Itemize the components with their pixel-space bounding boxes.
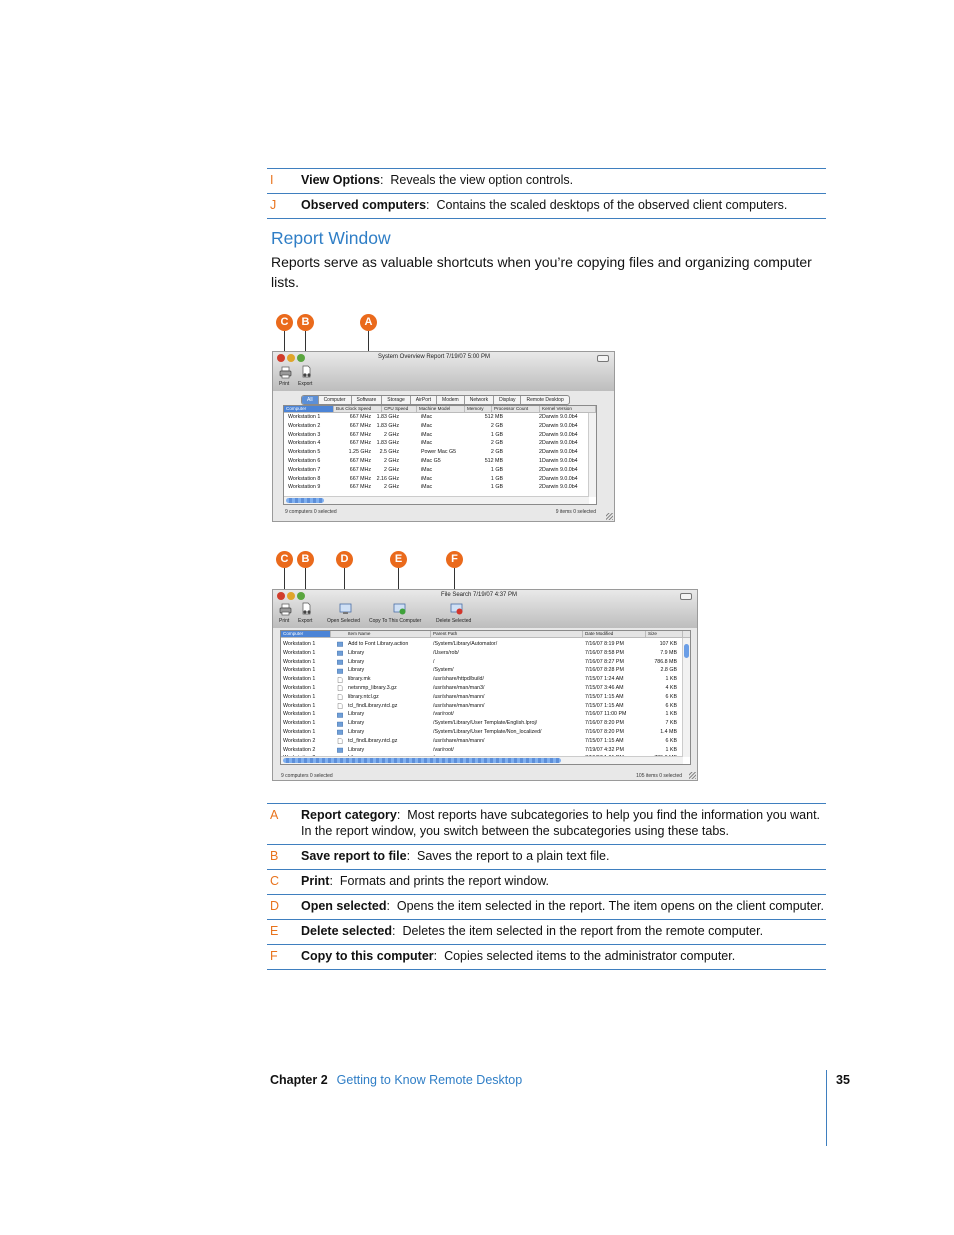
table-cell: Darwin 9.0.0b4 bbox=[542, 440, 578, 447]
definition-row: I View Options: Reveals the view option controls. bbox=[267, 168, 826, 193]
table-cell: 667 MHz bbox=[349, 422, 371, 429]
table-cell: Workstation 1 bbox=[283, 658, 316, 665]
section-intro: Reports serve as valuable shortcuts when you’re copying files and organizing computer lists. bbox=[271, 254, 812, 290]
definition-term: Observed computers bbox=[301, 198, 427, 212]
callout-a: A bbox=[360, 314, 377, 331]
column-header-date-modified[interactable]: Date Modified bbox=[583, 631, 646, 637]
table-row[interactable] bbox=[281, 728, 683, 737]
callout-b: B bbox=[297, 314, 314, 331]
table-cell: Library bbox=[348, 649, 365, 656]
table-cell: Workstation 1 bbox=[283, 720, 316, 727]
table-cell: 1 KB bbox=[665, 746, 677, 753]
table-cell: 7/16/07 8:28 PM bbox=[585, 667, 624, 674]
folder-icon bbox=[337, 641, 343, 647]
table-cell: Workstation 1 bbox=[283, 667, 316, 674]
table-cell: Darwin 9.0.0b4 bbox=[542, 458, 578, 464]
table-cell: 512 MB bbox=[484, 414, 503, 420]
callout-c: C bbox=[276, 314, 293, 331]
tab-all[interactable]: All bbox=[302, 396, 319, 404]
table-cell: 1.83 GHz bbox=[376, 422, 399, 429]
table-cell: Library bbox=[348, 720, 365, 727]
table-cell: 7/19/07 4:32 PM bbox=[585, 746, 624, 753]
table-cell: 7/16/07 11:00 PM bbox=[585, 711, 627, 718]
table-cell: Workstation 3 bbox=[288, 431, 321, 438]
table-cell: 7/15/07 3:46 AM bbox=[585, 685, 624, 691]
table-row[interactable] bbox=[281, 746, 683, 755]
definition-desc: Opens the item selected in the report. The item opens on the client computer. bbox=[396, 899, 824, 913]
copy-to-computer-label: Copy To This Computer bbox=[369, 618, 422, 624]
table-row[interactable] bbox=[284, 448, 589, 457]
table-cell: Power Mac G5 bbox=[421, 449, 457, 456]
table-cell: Workstation 1 bbox=[283, 693, 316, 700]
table-row[interactable] bbox=[284, 431, 589, 440]
table-cell: 7 KB bbox=[665, 720, 677, 727]
export-icon[interactable] bbox=[300, 602, 313, 615]
minimize-button[interactable] bbox=[287, 592, 295, 600]
table-cell: /System/Library/Automator/ bbox=[433, 641, 498, 647]
table-cell: 2 bbox=[539, 414, 542, 420]
horizontal-scrollbar[interactable] bbox=[284, 496, 589, 504]
table-cell: /System/Library/User Template/English.lproj/ bbox=[433, 720, 538, 727]
table-cell: tcl_findLibrary.ntcl.gz bbox=[348, 702, 398, 709]
definition-row: A Report category: Most reports have subcategories to help you find the information you want. In the report window, you switch between the subcategories using these tabs. bbox=[267, 803, 826, 844]
table-cell: Library bbox=[348, 746, 365, 753]
table-cell: 2 GHz bbox=[383, 431, 399, 438]
window-title: System Overview Report 7/19/07 5:00 PM bbox=[378, 354, 491, 360]
column-header-item-name[interactable]: Item Name bbox=[346, 631, 431, 637]
table-cell: /usr/share/httpd/build/ bbox=[433, 676, 484, 683]
table-cell: iMac bbox=[421, 414, 433, 420]
table-row[interactable] bbox=[281, 719, 683, 728]
table-cell: 1.83 GHz bbox=[376, 414, 399, 420]
print-label: Print bbox=[279, 618, 290, 624]
table-row[interactable] bbox=[281, 702, 683, 711]
delete-selected-icon[interactable] bbox=[450, 602, 463, 615]
tab-storage[interactable]: Storage bbox=[382, 396, 411, 404]
table-cell: Workstation 5 bbox=[288, 449, 321, 456]
table-cell: iMac bbox=[421, 484, 433, 491]
table-row[interactable] bbox=[284, 457, 589, 466]
table-cell: 6 KB bbox=[665, 693, 677, 700]
definition-desc: Reveals the view option controls. bbox=[390, 173, 574, 187]
table-cell: netsnmp_library.3.gz bbox=[348, 685, 397, 691]
open-selected-icon[interactable] bbox=[339, 602, 352, 615]
table-cell: Darwin 9.0.0b4 bbox=[542, 414, 578, 420]
definition-desc: Formats and prints the report window. bbox=[339, 874, 550, 888]
table-cell: 2.8 GB bbox=[660, 667, 677, 674]
status-right: 105 items 0 selected bbox=[636, 773, 682, 779]
definition-row: B Save report to file: Saves the report to a plain text file. bbox=[267, 844, 826, 869]
tab-remote-desktop[interactable]: Remote Desktop bbox=[526, 397, 564, 403]
table-cell: /usr/share/man/mann/ bbox=[433, 693, 485, 700]
table-cell: / bbox=[433, 658, 435, 665]
table-cell: 667 MHz bbox=[349, 440, 371, 447]
table-row[interactable] bbox=[284, 483, 589, 492]
table-cell: Workstation 1 bbox=[283, 685, 316, 691]
toolbar-toggle-button[interactable] bbox=[597, 355, 609, 362]
horizontal-scrollbar[interactable] bbox=[281, 756, 683, 764]
table-cell: Workstation 2 bbox=[288, 422, 321, 429]
definition-desc: Saves the report to a plain text file. bbox=[417, 849, 610, 863]
table-cell: 7/16/07 8:20 PM bbox=[585, 720, 624, 727]
table-cell: Library bbox=[348, 658, 365, 665]
callout-f: F bbox=[446, 551, 463, 568]
callout-c: C bbox=[276, 551, 293, 568]
zoom-button[interactable] bbox=[297, 354, 305, 362]
document-icon bbox=[337, 703, 343, 709]
table-cell: Workstation 7 bbox=[288, 466, 321, 473]
table-row[interactable] bbox=[281, 675, 683, 684]
definition-letter: B bbox=[270, 849, 279, 863]
column-header-memory[interactable]: Memory bbox=[465, 406, 492, 412]
table-cell: 667 MHz bbox=[349, 458, 371, 464]
table-cell: 1 GB bbox=[490, 475, 503, 482]
top-definitions bbox=[267, 168, 826, 219]
table-cell: 667 MHz bbox=[349, 466, 371, 473]
table-cell: 2 bbox=[539, 431, 542, 438]
table-cell: 1 KB bbox=[665, 676, 677, 683]
vertical-scrollbar[interactable] bbox=[588, 413, 596, 497]
table-cell: 667 MHz bbox=[349, 484, 371, 491]
printer-icon[interactable] bbox=[279, 366, 292, 379]
table-row[interactable] bbox=[281, 710, 683, 719]
table-cell: 4 KB bbox=[665, 685, 677, 691]
window-toolbar bbox=[273, 352, 614, 391]
table-row[interactable] bbox=[284, 413, 589, 422]
table-cell: 2 bbox=[539, 422, 542, 429]
table-row[interactable] bbox=[281, 684, 683, 693]
document-icon bbox=[337, 677, 343, 683]
table-row[interactable] bbox=[281, 693, 683, 702]
table-cell: 7/16/07 8:19 PM bbox=[585, 641, 624, 647]
table-cell: iMac bbox=[421, 431, 433, 438]
close-button[interactable] bbox=[277, 592, 285, 600]
system-overview-report-window bbox=[272, 351, 615, 522]
table-row[interactable] bbox=[284, 475, 589, 484]
document-icon bbox=[337, 738, 343, 744]
copy-to-computer-icon[interactable] bbox=[393, 602, 406, 615]
definition-letter: I bbox=[270, 173, 274, 187]
export-label: Export bbox=[298, 618, 313, 624]
table-cell: 7.9 MB bbox=[660, 649, 677, 656]
table-cell: 1.83 GHz bbox=[376, 440, 399, 447]
table-cell: iMac bbox=[421, 466, 433, 473]
table-cell: 7/15/07 1:15 AM bbox=[585, 702, 624, 709]
window-title: File Search 7/19/07 4:37 PM bbox=[441, 592, 518, 598]
table-cell: 667 MHz bbox=[349, 414, 371, 420]
table-cell: tcl_findLibrary.ntcl.gz bbox=[348, 737, 398, 744]
table-cell: library.mk bbox=[348, 676, 371, 683]
tab-software[interactable]: Software bbox=[352, 396, 383, 404]
folder-icon bbox=[337, 712, 343, 718]
definition-letter: C bbox=[270, 874, 280, 888]
table-cell: 107 KB bbox=[659, 641, 677, 647]
column-header-processor-count[interactable]: Processor Count bbox=[492, 406, 540, 412]
table-cell: Workstation 1 bbox=[283, 702, 316, 709]
definition-row: D Open selected: Opens the item selected in the report. The item opens on the client computer. bbox=[267, 894, 826, 919]
vertical-scrollbar[interactable] bbox=[682, 638, 690, 757]
table-cell: 7/16/07 8:27 PM bbox=[585, 658, 624, 665]
table-cell: /var/root/ bbox=[433, 711, 454, 718]
table-cell: /usr/share/man/mann/ bbox=[433, 702, 485, 709]
callout-definitions bbox=[267, 803, 826, 970]
table-row[interactable] bbox=[281, 658, 683, 667]
definition-term: Save report to file bbox=[301, 849, 407, 863]
tab-modem[interactable]: Modem bbox=[437, 396, 465, 404]
status-left: 9 computers 0 selected bbox=[281, 773, 333, 779]
status-left: 9 computers 0 selected bbox=[285, 509, 337, 515]
folder-icon bbox=[337, 729, 343, 735]
definition-term: Open selected bbox=[301, 899, 387, 913]
table-cell: Darwin 9.0.0b4 bbox=[542, 449, 578, 456]
table-cell: Library bbox=[348, 711, 365, 718]
scroll-thumb[interactable] bbox=[684, 644, 689, 658]
definition-term: Print bbox=[301, 874, 330, 888]
table-row[interactable] bbox=[281, 640, 683, 649]
table-cell: 786.8 MB bbox=[654, 658, 677, 665]
toolbar-toggle-button[interactable] bbox=[680, 593, 692, 600]
section-title: Report Window bbox=[271, 228, 391, 248]
table-cell: iMac bbox=[421, 440, 433, 447]
table-row[interactable] bbox=[281, 649, 683, 658]
definition-desc: Most reports have subcategories to help you find the information you want. In the report window, you switch between the subcategories using these tabs. bbox=[301, 808, 821, 838]
column-header-computer[interactable]: Computer bbox=[281, 631, 331, 637]
table-cell: 667 MHz bbox=[349, 431, 371, 438]
export-label: Export bbox=[298, 381, 313, 387]
table-cell: Workstation 9 bbox=[288, 484, 321, 491]
printer-icon[interactable] bbox=[279, 603, 292, 616]
table-cell: Workstation 2 bbox=[283, 737, 316, 744]
folder-icon bbox=[337, 668, 343, 674]
table-cell: Darwin 9.0.0b4 bbox=[542, 431, 578, 438]
table-row[interactable] bbox=[284, 439, 589, 448]
definition-letter: F bbox=[270, 949, 278, 963]
table-cell: 7/15/07 1:15 AM bbox=[585, 737, 624, 744]
table-cell: 2 bbox=[539, 466, 542, 473]
table-cell: /var/root/ bbox=[433, 746, 454, 753]
tab-display[interactable]: Display bbox=[494, 396, 521, 404]
table-cell: 2 GB bbox=[490, 440, 503, 447]
table-row[interactable] bbox=[284, 422, 589, 431]
definition-letter: D bbox=[270, 899, 280, 913]
table-cell: 2 bbox=[539, 484, 542, 491]
table-cell: 2.16 GHz bbox=[376, 475, 399, 482]
status-right: 9 items 0 selected bbox=[555, 509, 596, 515]
folder-icon bbox=[337, 721, 343, 727]
table-cell: 7/16/07 8:20 PM bbox=[585, 729, 624, 735]
table-cell: 1.25 GHz bbox=[348, 449, 371, 456]
table-cell: 2 bbox=[539, 440, 542, 447]
column-header-machine-model[interactable]: Machine Model bbox=[417, 406, 465, 412]
callout-d: D bbox=[336, 551, 353, 568]
table-cell: Workstation 8 bbox=[288, 475, 321, 482]
delete-selected-label: Delete Selected bbox=[436, 618, 472, 624]
folder-icon bbox=[337, 747, 343, 753]
table-cell: /usr/share/man/mann/ bbox=[433, 737, 485, 744]
close-button[interactable] bbox=[277, 354, 285, 362]
document-icon bbox=[337, 685, 343, 691]
table-row[interactable] bbox=[284, 466, 589, 475]
definition-letter: E bbox=[270, 924, 279, 938]
table-row[interactable] bbox=[281, 666, 683, 675]
table-cell: 2 GB bbox=[490, 422, 503, 429]
table-cell: iMac G5 bbox=[421, 458, 441, 464]
table-cell: Workstation 1 bbox=[283, 641, 316, 647]
file-search-table bbox=[280, 630, 691, 765]
file-search-report-window bbox=[272, 589, 698, 781]
table-cell: Workstation 1 bbox=[283, 729, 316, 735]
table-cell: 7/15/07 1:24 AM bbox=[585, 676, 624, 683]
column-header-bus-clock[interactable]: Bus Clock Speed bbox=[334, 406, 382, 412]
minimize-button[interactable] bbox=[287, 354, 295, 362]
print-label: Print bbox=[279, 381, 290, 387]
column-header-computer[interactable]: Computer bbox=[284, 406, 334, 412]
definition-desc: Copies selected items to the administrator computer. bbox=[444, 949, 736, 963]
table-cell: 512 MB bbox=[484, 458, 503, 464]
table-cell: Workstation 1 bbox=[283, 676, 316, 683]
footer-divider bbox=[826, 1070, 827, 1146]
table-cell: iMac bbox=[421, 475, 433, 482]
table-cell: Library bbox=[348, 729, 365, 735]
table-cell: Workstation 2 bbox=[283, 746, 316, 753]
tab-network[interactable]: Network bbox=[465, 396, 494, 404]
table-cell: 7/15/07 1:15 AM bbox=[585, 693, 624, 700]
table-cell: Darwin 9.0.0b4 bbox=[542, 466, 578, 473]
callout-b: B bbox=[297, 551, 314, 568]
table-cell: 1 GB bbox=[490, 484, 503, 491]
definition-letter: A bbox=[270, 808, 279, 822]
table-header bbox=[281, 631, 690, 638]
zoom-button[interactable] bbox=[297, 592, 305, 600]
definition-row: E Delete selected: Deletes the item selected in the report from the remote computer. bbox=[267, 919, 826, 944]
folder-icon bbox=[337, 650, 343, 656]
document-icon bbox=[337, 694, 343, 700]
table-cell: Darwin 9.0.0b4 bbox=[542, 475, 578, 482]
table-cell: Add to Font Library.action bbox=[348, 641, 409, 647]
definition-term: Report category bbox=[301, 808, 397, 822]
table-cell: 2 GHz bbox=[383, 484, 399, 491]
table-cell: /System/Library/User Template/Non_localized/ bbox=[433, 729, 542, 735]
definition-desc: Contains the scaled desktops of the observed client computers. bbox=[436, 198, 788, 212]
page-footer bbox=[270, 1073, 522, 1087]
table-cell: /usr/share/man/man3/ bbox=[433, 685, 485, 691]
export-icon[interactable] bbox=[300, 365, 313, 378]
scroll-thumb[interactable] bbox=[286, 498, 324, 503]
table-cell: 2 GHz bbox=[383, 466, 399, 473]
table-cell: Darwin 9.0.0b4 bbox=[542, 484, 578, 491]
window-toolbar bbox=[273, 590, 697, 628]
definition-term: Copy to this computer bbox=[301, 949, 434, 963]
tab-computer[interactable]: Computer bbox=[319, 396, 352, 404]
table-cell: iMac bbox=[421, 422, 433, 429]
table-cell: 2 GB bbox=[490, 449, 503, 456]
table-cell: Workstation 1 bbox=[283, 711, 316, 718]
table-cell: 1 GB bbox=[490, 431, 503, 438]
definition-term: Delete selected bbox=[301, 924, 393, 938]
table-cell: Library bbox=[348, 667, 365, 674]
callout-e: E bbox=[390, 551, 407, 568]
table-cell: 7/16/07 8:58 PM bbox=[585, 649, 624, 656]
table-cell: 6 KB bbox=[665, 737, 677, 744]
resize-grip[interactable] bbox=[606, 513, 613, 520]
table-cell: 1.4 MB bbox=[660, 729, 677, 735]
table-cell: Workstation 6 bbox=[288, 458, 321, 464]
table-cell: Workstation 4 bbox=[288, 440, 321, 447]
definition-row: F Copy to this computer: Copies selected items to the administrator computer. bbox=[267, 944, 826, 970]
table-cell: 1 bbox=[539, 458, 542, 464]
chapter-title-link[interactable]: Getting to Know Remote Desktop bbox=[336, 1073, 523, 1087]
table-cell: Workstation 1 bbox=[283, 649, 316, 656]
report-category-tabs bbox=[301, 395, 570, 405]
definition-desc: Deletes the item selected in the report from the remote computer. bbox=[402, 924, 764, 938]
table-cell: /Users/rob/ bbox=[433, 649, 459, 656]
table-row[interactable] bbox=[281, 737, 683, 746]
table-cell: library.ntcl.gz bbox=[348, 693, 379, 700]
scroll-thumb[interactable] bbox=[283, 758, 561, 763]
column-header-cpu-speed[interactable]: CPU Speed bbox=[382, 406, 417, 412]
definition-row: C Print: Formats and prints the report window. bbox=[267, 869, 826, 894]
table-cell: 1 KB bbox=[665, 711, 677, 718]
page-number: 35 bbox=[836, 1073, 850, 1087]
column-header-kernel-version[interactable]: Kernel Version bbox=[540, 406, 596, 412]
table-cell: 2 bbox=[539, 449, 542, 456]
table-cell: Workstation 1 bbox=[288, 414, 321, 420]
column-header-size[interactable]: Size bbox=[646, 631, 683, 637]
table-cell: 667 MHz bbox=[349, 475, 371, 482]
folder-icon bbox=[337, 659, 343, 665]
tab-airport[interactable]: AirPort bbox=[411, 396, 437, 404]
table-cell: 2 GHz bbox=[383, 458, 399, 464]
table-cell: /System/ bbox=[433, 667, 454, 674]
report-table bbox=[283, 405, 597, 505]
resize-grip[interactable] bbox=[689, 772, 696, 779]
definition-letter: J bbox=[270, 198, 277, 212]
table-cell: 2.5 GHz bbox=[379, 449, 399, 456]
definition-term: View Options bbox=[301, 173, 380, 187]
chapter-number: Chapter 2 bbox=[270, 1073, 328, 1087]
table-header bbox=[284, 406, 596, 413]
table-cell: 1 GB bbox=[490, 466, 503, 473]
table-cell: 2 bbox=[539, 475, 542, 482]
definition-row: J Observed computers: Contains the scaled desktops of the observed client computers. bbox=[267, 193, 826, 219]
open-selected-label: Open Selected bbox=[327, 618, 361, 624]
column-header-parent-path[interactable]: Parent Path bbox=[431, 631, 583, 637]
table-cell: Darwin 9.0.0b4 bbox=[542, 422, 578, 429]
table-cell: 6 KB bbox=[665, 702, 677, 709]
